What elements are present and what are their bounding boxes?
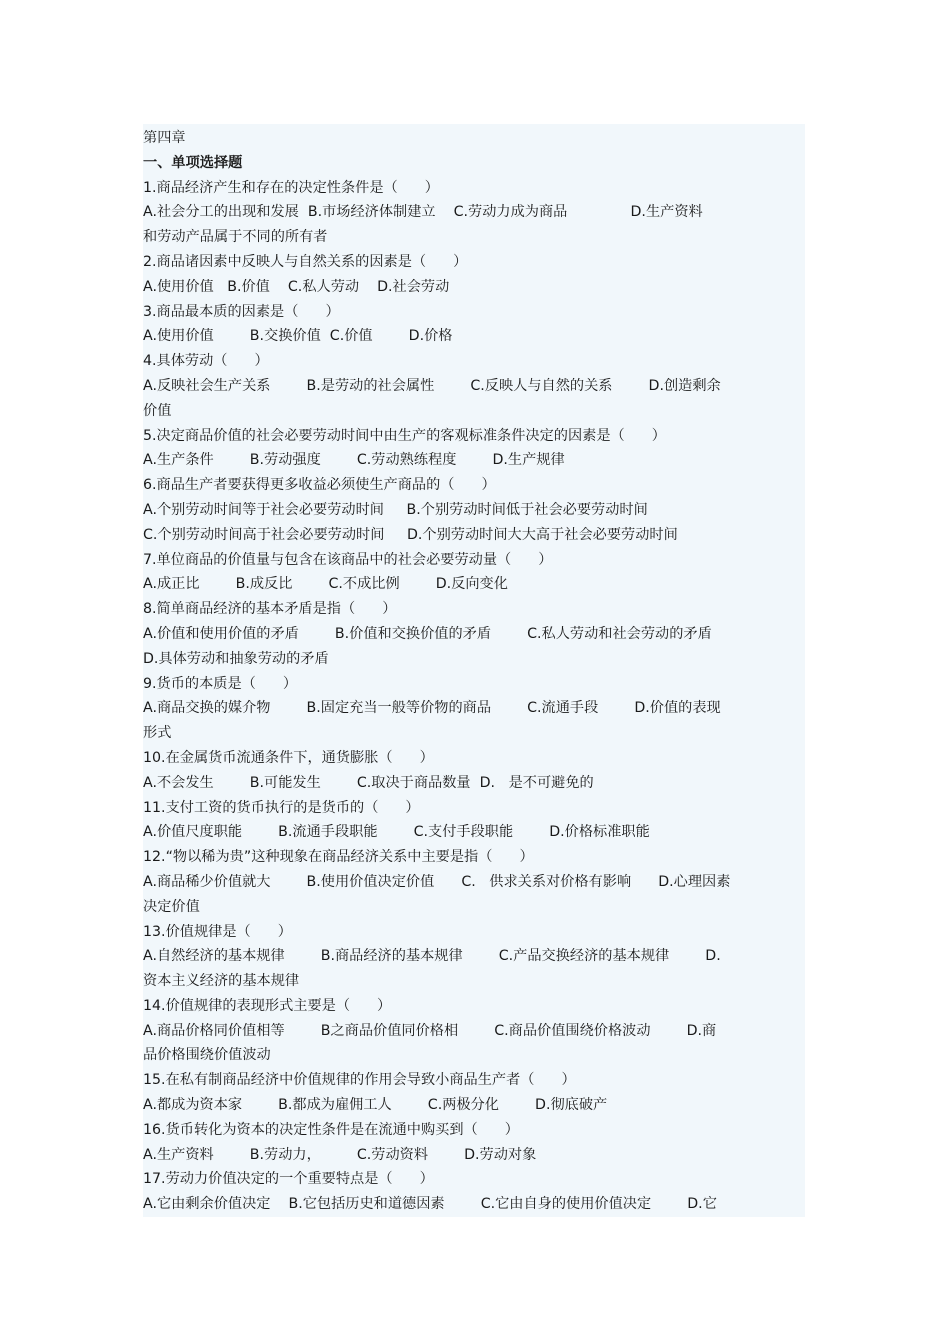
text-line: 14.价值规律的表现形式主要是（ ） [143, 997, 392, 1014]
text-line: A.不会发生 B.可能发生 C.取决于商品数量 D. 是不可避免的 [143, 774, 594, 791]
text-line: 4.具体劳动（ ） [143, 353, 269, 370]
text-line: A.使用价值 B.价值 C.私人劳动 D.社会劳动 [143, 278, 450, 295]
text-line: A.商品稀少价值就大 B.使用价值决定价值 C. 供求关系对价格有影响 D.心理因素 [143, 873, 731, 890]
text-line: 12.“物以稀为贵”这种现象在商品经济关系中主要是指（ ） [143, 849, 534, 866]
text-line: 8.简单商品经济的基本矛盾是指（ ） [143, 601, 397, 618]
text-line: 13.价值规律是（ ） [143, 923, 292, 940]
text-line: 9.货币的本质是（ ） [143, 675, 298, 692]
text-line: 2.商品诸因素中反映人与自然关系的因素是（ ） [143, 253, 468, 270]
text-line: A.生产条件 B.劳动强度 C.劳动熟练程度 D.生产规律 [143, 452, 565, 469]
text-line: A.个别劳动时间等于社会必要劳动时间 B.个别劳动时间低于社会必要劳动时间 [143, 501, 648, 518]
text-line: 17.劳动力价值决定的一个重要特点是（ ） [143, 1171, 434, 1188]
text-line: A.它由剩余价值决定 B.它包括历史和道德因素 C.它由自身的使用价值决定 D.它 [143, 1196, 717, 1213]
text-line: 3.商品最本质的因素是（ ） [143, 303, 340, 320]
text-line: 决定价值 [143, 898, 200, 915]
text-line: A.价值和使用价值的矛盾 B.价值和交换价值的矛盾 C.私人劳动和社会劳动的矛盾 [143, 625, 712, 642]
text-line: A.反映社会生产关系 B.是劳动的社会属性 C.反映人与自然的关系 D.创造剩余 [143, 377, 721, 394]
text-line: 6.商品生产者要获得更多收益必须使生产商品的（ ） [143, 477, 496, 494]
text-line: 7.单位商品的价值量与包含在该商品中的社会必要劳动量（ ） [143, 551, 553, 568]
text-line: 11.支付工资的货币执行的是货币的（ ） [143, 799, 420, 816]
text-line: 16.货币转化为资本的决定性条件是在流通中购买到（ ） [143, 1121, 519, 1138]
text-line: A.使用价值 B.交换价值 C.价值 D.价格 [143, 328, 453, 345]
text-line: 5.决定商品价值的社会必要劳动时间中由生产的客观标准条件决定的因素是（ ） [143, 427, 666, 444]
text-line: C.个别劳动时间高于社会必要劳动时间 D.个别劳动时间大大高于社会必要劳动时间 [143, 526, 678, 543]
text-line: A.社会分工的出现和发展 B.市场经济体制建立 C.劳动力成为商品 D.生产资料 [143, 204, 703, 221]
text-line: A.生产资料 B.劳动力， C.劳动资料 D.劳动对象 [143, 1146, 537, 1163]
text-line: A.都成为资本家 B.都成为雇佣工人 C.两极分化 D.彻底破产 [143, 1097, 608, 1114]
text-line: 15.在私有制商品经济中价值规律的作用会导致小商品生产者（ ） [143, 1072, 576, 1089]
text-line: A.商品交换的媒介物 B.固定充当一般等价物的商品 C.流通手段 D.价值的表现 [143, 700, 721, 717]
text-line: A.价值尺度职能 B.流通手段职能 C.支付手段职能 D.价格标准职能 [143, 824, 650, 841]
text-line: 品价格围绕价值波动 [143, 1047, 271, 1064]
text-line: A.自然经济的基本规律 B.商品经济的基本规律 C.产品交换经济的基本规律 D. [143, 948, 721, 965]
text-line: 1.商品经济产生和存在的决定性条件是（ ） [143, 179, 439, 196]
section-heading: 一、单项选择题 [143, 154, 243, 171]
text-line: 形式 [143, 725, 172, 742]
text-line: 价值 [143, 402, 172, 419]
text-line: 和劳动产品属于不同的所有者 [143, 229, 328, 246]
document-body [143, 124, 805, 1217]
question-list [143, 176, 805, 1217]
text-line: 10.在金属货币流通条件下，通货膨胀（ ） [143, 749, 434, 766]
text-line: 资本主义经济的基本规律 [143, 973, 300, 990]
text-line: D.具体劳动和抽象劳动的矛盾 [143, 650, 329, 667]
text-line: A.商品价格同价值相等 B之商品价值同价格相 C.商品价值围绕价格波动 D.商 [143, 1022, 717, 1039]
text-line: A.成正比 B.成反比 C.不成比例 D.反向变化 [143, 576, 508, 593]
chapter-title: 第四章 [143, 130, 186, 146]
